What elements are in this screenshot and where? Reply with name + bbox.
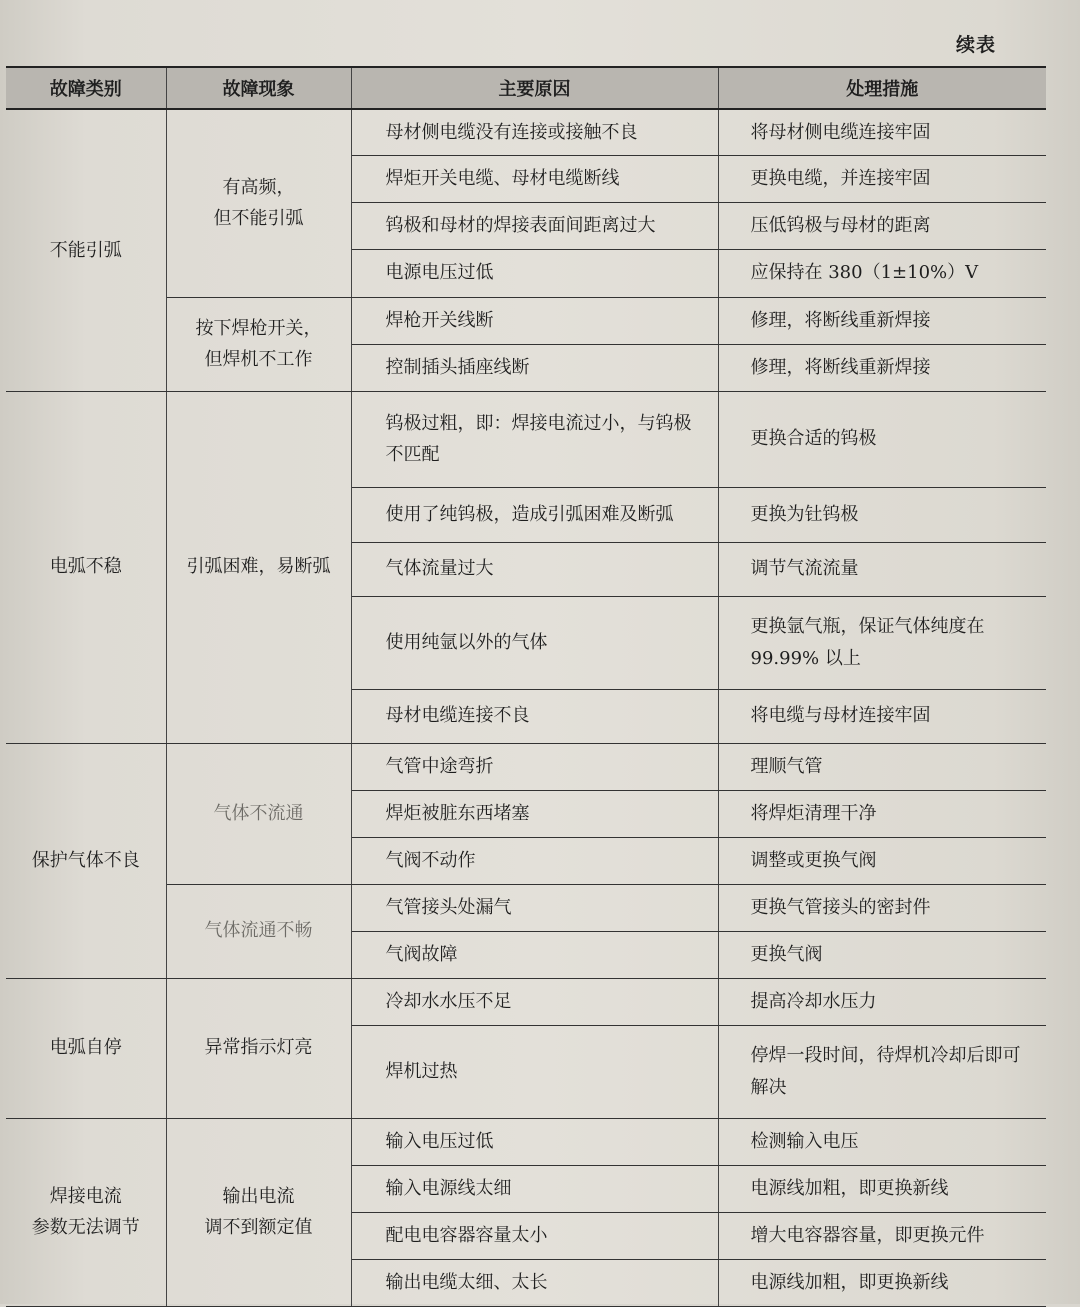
fault-cause: 气阀故障 — [351, 931, 718, 978]
fault-fix: 增大电容器容量，即更换元件 — [718, 1212, 1046, 1259]
fault-fix: 修理，将断线重新焊接 — [718, 344, 1046, 391]
fault-fix: 应保持在 380（1±10%）V — [718, 249, 1046, 297]
fault-cause: 气管接头处漏气 — [351, 884, 718, 931]
fault-phenomenon: 引弧困难，易断弧 — [166, 391, 351, 743]
fault-category: 保护气体不良 — [6, 743, 166, 978]
fault-category: 电弧自停 — [6, 978, 166, 1118]
fault-category: 焊接电流 参数无法调节 — [6, 1118, 166, 1306]
fault-cause: 输入电压过低 — [351, 1118, 718, 1165]
fault-fix: 电源线加粗，即更换新线 — [718, 1165, 1046, 1212]
header-cause: 主要原因 — [351, 67, 718, 109]
fault-cause: 焊机过热 — [351, 1025, 718, 1118]
table-row — [6, 978, 1046, 1025]
fault-cause: 焊枪开关线断 — [351, 297, 718, 344]
fault-cause: 电源电压过低 — [351, 249, 718, 297]
fault-fix: 将焊炬清理干净 — [718, 790, 1046, 837]
header-category: 故障类别 — [6, 67, 166, 109]
fault-fix: 更换合适的钨极 — [718, 391, 1046, 487]
table-body — [6, 109, 1046, 1306]
fault-fix: 提高冷却水压力 — [718, 978, 1046, 1025]
fault-phenomenon: 气体流通不畅 — [166, 884, 351, 978]
header-phenomenon: 故障现象 — [166, 67, 351, 109]
fault-phenomenon: 气体不流通 — [166, 743, 351, 884]
fault-fix: 检测输入电压 — [718, 1118, 1046, 1165]
fault-fix: 停焊一段时间，待焊机冷却后即可解决 — [718, 1025, 1046, 1118]
fault-category: 不能引弧 — [6, 109, 166, 391]
fault-fix: 修理，将断线重新焊接 — [718, 297, 1046, 344]
fault-cause: 配电电容器容量太小 — [351, 1212, 718, 1259]
fault-fix: 更换气阀 — [718, 931, 1046, 978]
fault-cause: 气管中途弯折 — [351, 743, 718, 790]
fault-cause: 冷却水水压不足 — [351, 978, 718, 1025]
fault-category: 电弧不稳 — [6, 391, 166, 743]
fault-fix: 理顺气管 — [718, 743, 1046, 790]
continued-label: 续表 — [955, 34, 996, 56]
fault-cause: 使用了纯钨极，造成引弧困难及断弧 — [351, 487, 718, 542]
fault-fix: 更换气管接头的密封件 — [718, 884, 1046, 931]
fault-cause: 母材侧电缆没有连接或接触不良 — [351, 109, 718, 155]
fault-cause: 使用纯氩以外的气体 — [351, 596, 718, 689]
fault-fix: 将电缆与母材连接牢固 — [718, 689, 1046, 743]
fault-cause: 钨极和母材的焊接表面间距离过大 — [351, 202, 718, 249]
fault-phenomenon: 按下焊枪开关， 但焊机不工作 — [166, 297, 351, 391]
fault-cause: 母材电缆连接不良 — [351, 689, 718, 743]
fault-fix: 调整或更换气阀 — [718, 837, 1046, 884]
fault-cause: 输入电源线太细 — [351, 1165, 718, 1212]
fault-fix: 电源线加粗，即更换新线 — [718, 1259, 1046, 1306]
fault-fix: 更换为钍钨极 — [718, 487, 1046, 542]
header-fix: 处理措施 — [718, 67, 1046, 109]
fault-phenomenon: 异常指示灯亮 — [166, 978, 351, 1118]
fault-table — [6, 66, 1046, 1307]
table-row — [6, 109, 1046, 155]
fault-fix: 更换电缆，并连接牢固 — [718, 155, 1046, 202]
fault-phenomenon: 输出电流 调不到额定值 — [166, 1118, 351, 1306]
fault-fix: 调节气流流量 — [718, 542, 1046, 596]
fault-cause: 焊炬被脏东西堵塞 — [351, 790, 718, 837]
fault-cause: 控制插头插座线断 — [351, 344, 718, 391]
table-row — [6, 1118, 1046, 1165]
fault-cause: 焊炬开关电缆、母材电缆断线 — [351, 155, 718, 202]
fault-phenomenon: 有高频， 但不能引弧 — [166, 109, 351, 297]
header-row — [6, 67, 1046, 109]
fault-cause: 钨极过粗，即：焊接电流过小，与钨极不匹配 — [351, 391, 718, 487]
fault-cause: 气阀不动作 — [351, 837, 718, 884]
fault-cause: 输出电缆太细、太长 — [351, 1259, 718, 1306]
table-row — [6, 391, 1046, 487]
table-row — [6, 743, 1046, 790]
fault-fix: 压低钨极与母材的距离 — [718, 202, 1046, 249]
fault-fix: 更换氩气瓶，保证气体纯度在 99.99% 以上 — [718, 596, 1046, 689]
fault-cause: 气体流量过大 — [351, 542, 718, 596]
fault-fix: 将母材侧电缆连接牢固 — [718, 109, 1046, 155]
